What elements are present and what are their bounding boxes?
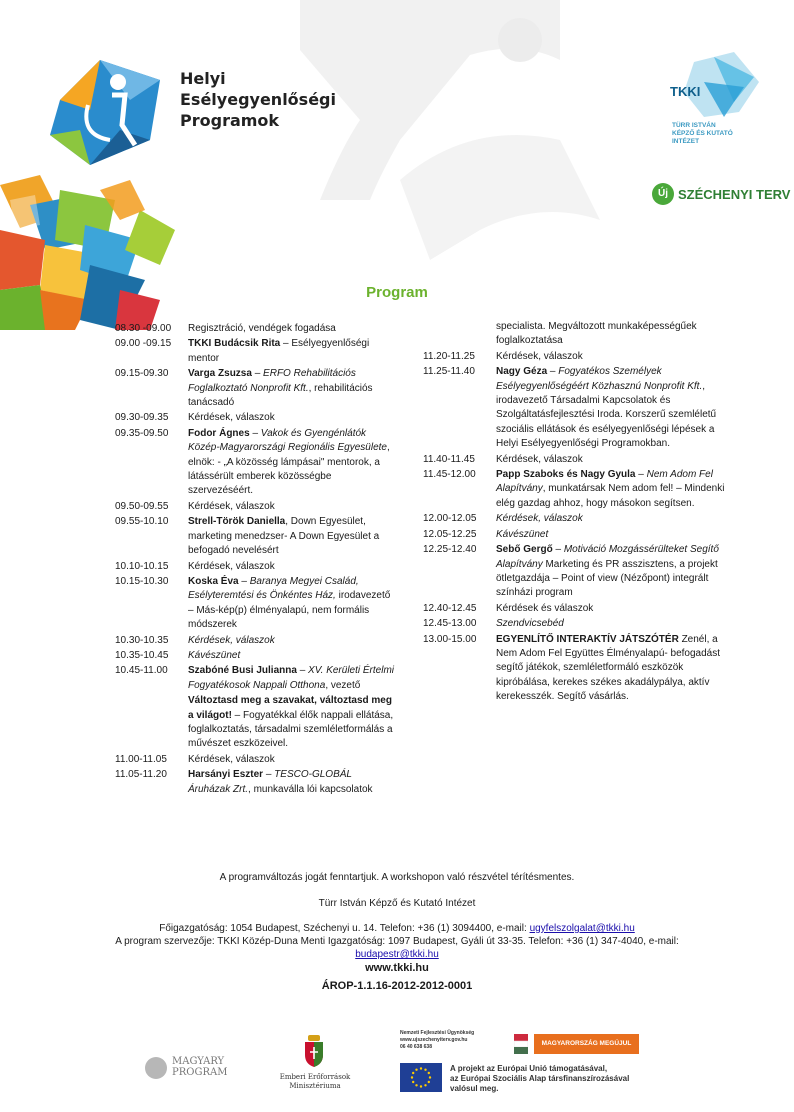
speaker-name: Koska Éva (188, 575, 239, 587)
hq-contact-text: Főigazgatóság: 1054 Budapest, Széchenyi u. 14. Telefon: +36 (1) 3094400, e-mail: (159, 923, 530, 934)
schedule-time: 11.00-11.05 (115, 753, 167, 765)
schedule-text: Kérdések és válaszok (496, 602, 594, 614)
nfu-info-line: Nemzeti Fejlesztési Ügynökség (400, 1030, 475, 1036)
schedule-row (115, 560, 395, 574)
eu-flag-icon (400, 1063, 442, 1092)
magyarorszag-megujul-label: MAGYARORSZÁG MEGÚJUL (534, 1034, 639, 1054)
schedule-text: – (296, 665, 309, 677)
schedule-row (115, 322, 395, 336)
schedule-row (423, 350, 733, 364)
schedule-text: , munkatársak Nem adom fel! – Mindenki elég gazdag ahhoz, hogy másokon segítsen. (496, 483, 725, 509)
schedule-row (115, 768, 395, 797)
schedule-description (188, 500, 395, 514)
schedule-text: – Esélyegyenlőségi mentor (188, 338, 370, 364)
schedule-text: , elnök: - „A közösség lámpásai" mentorok, a látássérült emberek közösségbe szervezéséért. (188, 442, 390, 497)
schedule-description (188, 411, 395, 425)
footer-project-code: ÁROP-1.1.16-2012-2012-0001 (321, 980, 473, 992)
schedule-text: – (238, 575, 250, 587)
magyary-label-line: PROGRAM (172, 1067, 228, 1078)
schedule-description (188, 664, 395, 693)
hungarian-flag-icon (514, 1034, 528, 1054)
schedule-right-column (423, 320, 733, 706)
schedule-time: 09.50-09.55 (115, 500, 169, 512)
nfu-info-line: www.ujszechenyiterv.gov.hu (400, 1037, 468, 1043)
magyary-label (172, 1056, 227, 1078)
tkki-full-name (672, 122, 733, 146)
emmi-label-line: Minisztériuma (289, 1082, 341, 1090)
schedule-description (188, 427, 395, 499)
schedule-time: 09.35-09.50 (115, 427, 169, 439)
schedule-time: 10.45-11.00 (115, 665, 168, 677)
szechenyi-terv-icon: Új (652, 183, 674, 205)
schedule-time: 10.10-10.15 (115, 560, 169, 572)
footer-website[interactable]: www.tkki.hu (365, 962, 429, 974)
organization-name: Kérdések, válaszok (496, 513, 583, 525)
schedule-text: – (263, 769, 275, 781)
schedule-row (115, 515, 395, 558)
footer-contacts (0, 922, 794, 961)
schedule-left-column (115, 322, 395, 798)
schedule-time: 09.15-09.30 (115, 368, 169, 380)
schedule-text: Kérdések, válaszok (188, 500, 275, 512)
schedule-time: 13.00-15.00 (423, 633, 477, 645)
schedule-text: – (249, 427, 261, 439)
magyarorszag-megujul-banner (514, 1034, 639, 1054)
speaker-name: Papp Szaboks és Nagy Gyula (496, 469, 636, 481)
schedule-text: – Fogyatékkal élők nappali ellátása, foglalkoztatás, társadalmi szemléletformálás a művészet eszközeivel. (188, 709, 394, 750)
schedule-row (115, 411, 395, 425)
szechenyi-terv-label: SZÉCHENYI TERV (678, 187, 791, 202)
schedule-text: – (552, 544, 564, 556)
schedule-description (496, 602, 733, 616)
schedule-time: 10.15-10.30 (115, 575, 169, 587)
eu-funding-text (450, 1064, 629, 1094)
schedule-time: 11.45-12.00 (423, 469, 476, 481)
schedule-row (115, 753, 395, 767)
schedule-text: Kérdések, válaszok (496, 350, 583, 362)
schedule-description (496, 512, 733, 526)
schedule-description (188, 575, 395, 633)
eu-funding-line: valósul meg. (450, 1084, 499, 1093)
schedule-text: , vezető (325, 679, 361, 691)
schedule-time: 11.20-11.25 (423, 350, 475, 362)
speaker-name: Szabóné Busi Julianna (188, 665, 297, 677)
schedule-time: 09.30-09.35 (115, 412, 169, 424)
schedule-row (423, 468, 733, 511)
schedule-time: 12.45-13.00 (423, 618, 477, 630)
schedule-time: 10.35-10.45 (115, 649, 169, 661)
schedule-description (188, 768, 395, 797)
organization-name: XV. Kerületi Értelmi Fogyatékosok Nappali Otthona (188, 665, 394, 691)
schedule-row (115, 337, 395, 366)
program-heading: Program (366, 284, 428, 301)
eu-funding-line: A projekt az Európai Unió támogatásával, (450, 1064, 608, 1073)
hungarian-crest-icon (303, 1035, 325, 1067)
schedule-description (496, 468, 733, 511)
hep-program-title (180, 68, 336, 131)
schedule-description (496, 617, 733, 631)
tkki-short-name: TKKI (670, 84, 701, 99)
schedule-time: 12.05-12.25 (423, 528, 477, 540)
magyary-label-line: MAGYARY (172, 1056, 225, 1067)
schedule-text: Zenél, a Nem Adom Fel Együttes Élményalapú- befogadást segítő játékok, szemléletformáló eszközök kipróbálása, kerekes székes akadálypálya, aktív kerekesszék. Segítő vásárlás. (496, 633, 721, 703)
schedule-text: , munkaválla lói kapcsolatok (248, 783, 373, 795)
schedule-description (188, 753, 395, 767)
organization-name: Szendvicsebéd (496, 618, 564, 630)
schedule-time: 11.40-11.45 (423, 453, 475, 465)
footer-note: A programváltozás jogát fenntartjuk. A workshopon való részvétel térítésmentes. (219, 872, 575, 883)
schedule-row (423, 320, 733, 349)
schedule-description (188, 337, 395, 366)
schedule-row (423, 453, 733, 467)
organization-name: TESCO-GLOBÁL Áruházak Zrt. (188, 769, 352, 795)
schedule-row (423, 512, 733, 526)
schedule-text: Regisztráció, vendégek fogadása (188, 323, 336, 334)
schedule-text: – (547, 366, 559, 378)
schedule-text: , rehabilitációs tanácsadó (188, 382, 373, 409)
schedule-time: 09.55-10.10 (115, 516, 169, 528)
schedule-text: Kérdések, válaszok (496, 453, 583, 465)
schedule-row (423, 602, 733, 616)
schedule-time: 11.05-11.20 (115, 769, 167, 781)
speaker-name: Fodor Ágnes (188, 427, 250, 439)
schedule-row (115, 427, 395, 499)
schedule-time (115, 694, 188, 752)
hep-program-logo (40, 40, 175, 175)
speaker-name: Strell-Török Daniella (188, 516, 286, 528)
schedule-row (115, 664, 395, 693)
schedule-description (188, 634, 395, 648)
speaker-name: Változtasd meg a szavakat, változtasd meg a világot! (188, 695, 392, 721)
schedule-text: Kérdések, válaszok (188, 560, 275, 572)
schedule-text: Kérdések, válaszok (188, 412, 275, 424)
schedule-text: , irodavezető Társadalmi Kapcsolatok és Szolgáltatásfejlesztési Iroda. Korszerű szemléletű szociális ellátások és esélyegyenlőségi lépések a Helyi Esélyegyenlőségi Programokban. (496, 380, 717, 450)
schedule-time: 08.30 -09.00 (115, 323, 172, 334)
tkki-name-line: TÜRR ISTVÁN (672, 122, 716, 129)
emmi-label-line: Emberi Erőforrások (279, 1073, 351, 1081)
organization-name: Fogyatékos Személyek Esélyegyenlőségéért Közhasznú Nonprofit Kft. (496, 366, 703, 392)
schedule-description (188, 367, 395, 410)
schedule-row (423, 528, 733, 542)
schedule-description (496, 350, 733, 364)
organization-name: Vakok és Gyengénlátók Közép-Magyarországi Regionális Egyesülete (188, 427, 387, 454)
schedule-row (423, 543, 733, 601)
schedule-text: , Down Egyesület, marketing menedzser- A Down Egyesület a befogadó nevelésért (188, 516, 380, 557)
organization-name: ERFO Rehabilitációs Foglalkoztató Nonprofit Kft. (188, 368, 356, 394)
speaker-name: Nagy Géza (496, 366, 548, 378)
schedule-row (423, 633, 733, 705)
hep-title-line: Programok (180, 111, 280, 130)
schedule-description (496, 543, 733, 601)
speaker-name: Sebő Gergő (496, 544, 553, 556)
organization-name: Kávészünet (188, 649, 241, 661)
schedule-description (188, 322, 395, 336)
org-contact-line: A program szervezője: TKKI Közép-Duna Menti Igazgatóság: 1097 Budapest, Gyáli út 33-35. Telefon: +36 (1) 347-4040, e-mail: (115, 936, 679, 947)
schedule-description (496, 320, 733, 349)
nfu-info-line: 06 40 638 638 (400, 1044, 432, 1050)
schedule-time: 09.00 -09.15 (115, 338, 172, 350)
speaker-name: EGYENLÍTŐ INTERAKTÍV JÁTSZÓTÉR (496, 633, 679, 645)
schedule-row (115, 575, 395, 633)
eu-funding-line: az Európai Szociális Alap társfinanszírozásával (450, 1074, 630, 1083)
schedule-row (115, 367, 395, 410)
schedule-description (496, 633, 733, 705)
hep-title-line: Helyi (180, 69, 226, 88)
schedule-time: 10.30-10.35 (115, 634, 169, 646)
speaker-name: Varga Zsuzsa (188, 368, 252, 380)
speaker-name: Harsányi Eszter (188, 769, 264, 781)
schedule-text: Kérdések, válaszok (188, 753, 275, 765)
tkki-name-line: INTÉZET (672, 138, 700, 145)
schedule-time: 11.25-11.40 (423, 366, 475, 378)
schedule-description (188, 694, 395, 752)
schedule-text: Marketing és PR asszisztens, a projekt ötletgazdája – Point of view (Nézőpont) integrált színházi program (496, 558, 718, 599)
organization-name: Nem Adom Fel Alapítvány (496, 469, 713, 495)
emmi-label (265, 1073, 365, 1091)
schedule-row (115, 694, 395, 752)
schedule-description (496, 528, 733, 542)
schedule-row (423, 365, 733, 451)
schedule-description (496, 453, 733, 467)
schedule-time: 12.25-12.40 (423, 544, 477, 556)
schedule-text: – (251, 368, 264, 380)
schedule-row (115, 649, 395, 663)
organization-name: Baranya Megyei Család, Esélyteremtési és Önkéntes Ház, (188, 575, 359, 602)
schedule-description (188, 515, 395, 558)
schedule-description (188, 560, 395, 574)
hq-contact-line (0, 922, 794, 935)
magyary-emblem-icon (145, 1057, 167, 1079)
organization-name: Motiváció Mozgássérülteket Segítő Alapítvány (496, 544, 719, 570)
hq-email-link[interactable]: ugyfelszolgalat@tkki.hu (529, 923, 635, 934)
schedule-description (188, 649, 395, 663)
schedule-time: 12.40-12.45 (423, 602, 477, 614)
magyary-program-logo (145, 1053, 245, 1083)
schedule-text: irodavezető – Más-kép(p) élményalapú, nem formális módszerek (188, 590, 391, 631)
organization-name: Kávészünet (496, 528, 549, 540)
nfu-info (400, 1030, 474, 1051)
schedule-description (496, 365, 733, 451)
organization-name: Kérdések, válaszok (188, 634, 275, 646)
schedule-row (423, 617, 733, 631)
schedule-time (423, 320, 496, 349)
emmi-logo (265, 1035, 365, 1095)
org-email-link[interactable]: budapestr@tkki.hu (355, 949, 439, 960)
speaker-name: TKKI Budácsik Rita (188, 338, 281, 350)
schedule-text: – (635, 469, 647, 481)
footer-institute: Türr István Képző és Kutató Intézet (318, 898, 476, 909)
schedule-row (115, 634, 395, 648)
schedule-time: 12.00-12.05 (423, 513, 477, 525)
hep-title-line: Esélyegyenlőségi (180, 90, 336, 109)
schedule-row (115, 500, 395, 514)
tkki-name-line: KÉPZŐ ÉS KUTATÓ (672, 130, 733, 137)
schedule-text: specialista. Megváltozott munkaképességűek foglalkoztatása (496, 321, 697, 347)
